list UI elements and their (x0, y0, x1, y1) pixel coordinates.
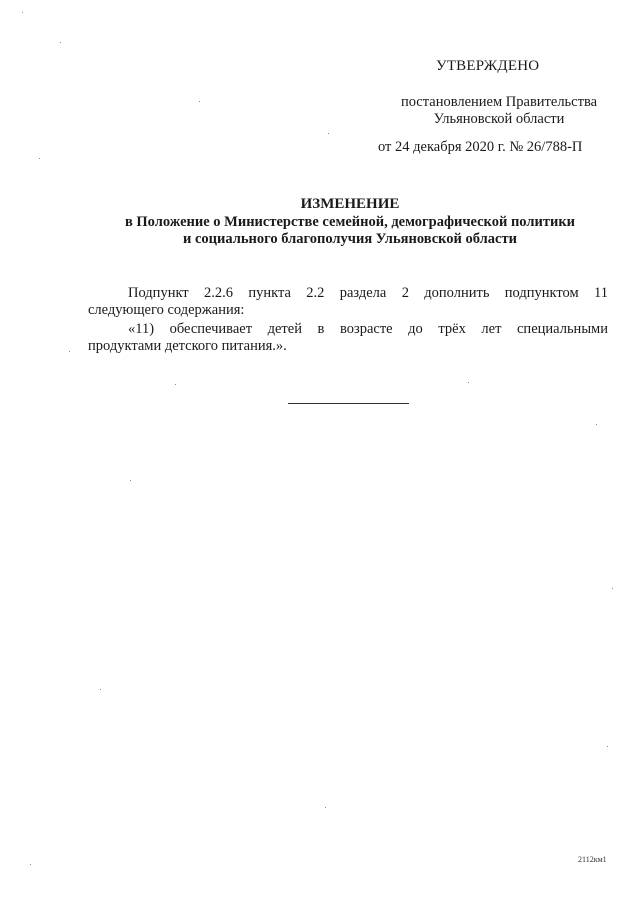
document-code: 2112км1 (578, 855, 607, 864)
amendment-paragraph-line2: следующего содержания: (88, 302, 245, 318)
scan-speck (328, 133, 329, 134)
scan-speck (39, 158, 40, 159)
scan-speck (596, 424, 597, 425)
scan-speck (175, 384, 176, 385)
scan-speck (607, 746, 608, 747)
document-title (0, 196, 640, 213)
approval-decree-line1: постановлением Правительства (400, 94, 598, 110)
amendment-paragraph-line1: Подпункт 2.2.6 пункта 2.2 раздела 2 дополнить подпунктом 11 (128, 285, 608, 301)
approval-stamp: УТВЕРЖДЕНО (436, 58, 540, 74)
scan-speck (130, 480, 131, 481)
scan-speck (199, 101, 200, 102)
document-subtitle-line1: в Положение о Министерстве семейной, демографической политики (124, 214, 576, 230)
end-separator-line (288, 403, 409, 404)
scan-speck (60, 42, 61, 43)
amendment-paragraph (88, 285, 608, 319)
scan-speck (612, 588, 613, 589)
document-subtitle-line2: и социального благополучия Ульяновской области (183, 231, 517, 247)
scan-speck (100, 689, 101, 690)
approval-decree (380, 94, 618, 128)
approval-date-number: от 24 декабря 2020 г. № 26/788-П (378, 139, 583, 155)
amendment-quote-paragraph (88, 321, 608, 355)
scan-speck (468, 382, 469, 383)
scan-speck (30, 864, 31, 865)
scan-speck (69, 351, 70, 352)
approval-decree-line2: Ульяновской области (433, 111, 565, 127)
amendment-quote-line1: «11) обеспечивает детей в возрасте до трёх лет специальными (128, 321, 608, 337)
amendment-quote-line2: продуктами детского питания.». (88, 338, 287, 354)
document-title-text: ИЗМЕНЕНИЕ (300, 196, 400, 212)
scan-speck (325, 807, 326, 808)
document-subtitle (90, 214, 610, 248)
scan-speck (22, 12, 23, 13)
